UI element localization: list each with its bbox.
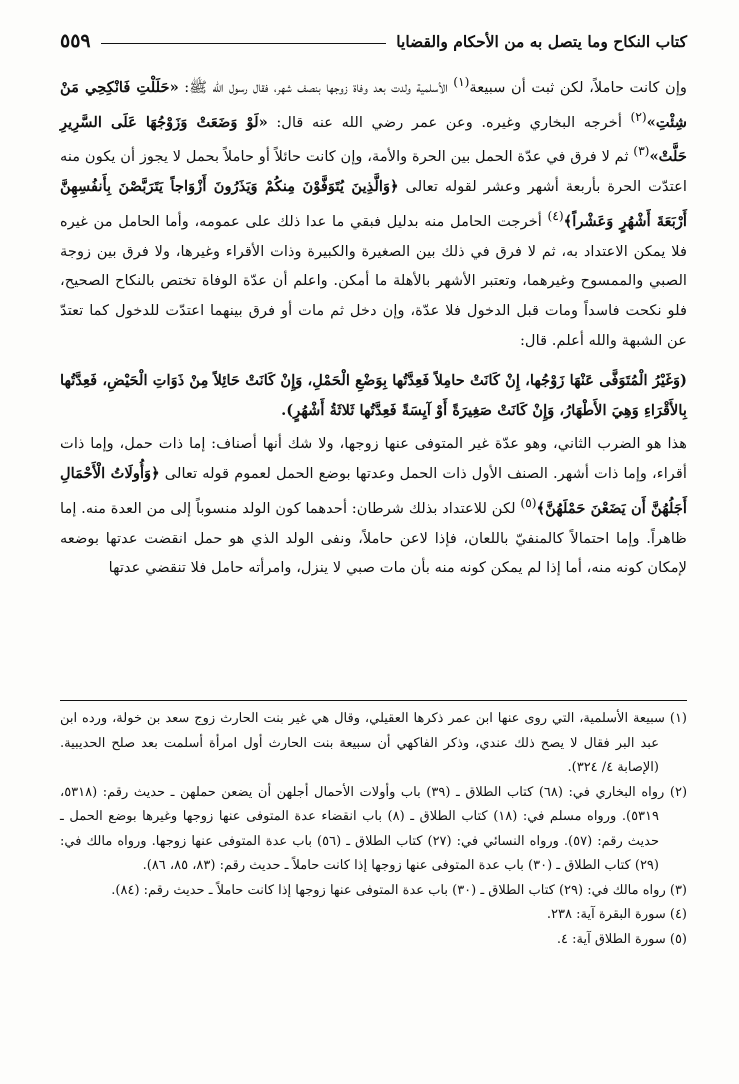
- text-run: أخرجت الحامل منه بدليل فبقي ما عدا ذلك على عمومه، وأما الحامل من غيره فلا يمكن الاعتداد به، ثم لا فرق في ذلك بين الصغيرة والكبيرة وذات الأقراء وغيرها، ولا فرق بين زوجة الصبي والممسوح وغيرهما، وتعتبر الأشهر بالأهلة ما أمكن. واعلم أن عدّة الوفاة تختص بالنكاح الصحيح، فلو نكحت فاسداً ومات قبل الدخول فلا عدّة، وإن دخل ثم مات أو فرق بينهما اعتدّت للدخول كما تعتدّ عن الشبهة والله أعلم. قال:: [60, 212, 687, 349]
- footnote-3: (٣) رواه مالك في: (٢٩) كتاب الطلاق ـ (٣٠) باب عدة المتوفى عنها زوجها إذا كانت حاملاً ـ حديث رقم: (٨٤).: [111, 882, 687, 898]
- header-rule: [101, 43, 387, 44]
- paragraph-2: [60, 429, 687, 583]
- text-run: لكن للاعتداد بذلك شرطان: أحدهما كون الولد منسوباً إلى من العدة منه. إما ظاهراً. وإما احتمالاً كالمنفيّ باللعان، فإذا لاعن حاملاً، ونفى الولد الذي هو حمل انقضت عدتها بوضعه لإمكان كونه منه، أما إذا لم يمكن كونه منه بأن مات صبي لا ينزل، وامرأته حامل فلا تنقضي عدتها: [60, 499, 687, 577]
- main-text: [60, 68, 687, 583]
- athar-quote: «لَوْ وَضَعَتْ وَزَوْجُهَا عَلَى السَّرِيرِ حَلَّتْ»: [60, 113, 687, 166]
- footnotes: [60, 700, 687, 952]
- footnote-2: (٢) رواه البخاري في: (٦٨) كتاب الطلاق ـ (٣٩) باب وأولات الأحمال أجلهن أن يضعن حملهن ـ حديث رقم: (٥٣١٨، ٥٣١٩). ورواه مسلم في: (١٨) كتاب الطلاق ـ (٨) باب انقضاء عدة المتوفى عنها زوجها وغيرها بوضع الحمل ـ حديث رقم: (٥٧). ورواه النسائي في: (٢٧) كتاب الطلاق ـ (٥٦) باب عدة المتوفى عنها زوجها. ورواه مالك في: (٢٩) كتاب الطلاق ـ (٣٠) باب عدة المتوفى عنها زوجها إذا كانت حاملاً ـ حديث رقم: (٨٣، ٨٥، ٨٦).: [60, 784, 688, 873]
- page-number: ٥٥٩: [60, 30, 91, 52]
- text-run: ثم لا فرق في عدّة الحمل بين الحرة والأمة، وإن كانت حائلاً أو حاملاً بحمل لا يجوز أن يكون منه اعتدّت الحرة بأربعة أشهر وعشر لقوله تعالى: [60, 148, 687, 196]
- running-title: كتاب النكاح وما يتصل به من الأحكام والقضايا: [396, 31, 687, 51]
- hadith-quote: «حَلَلْتِ فَانْكِحِي مَنْ شِئْتِ»: [60, 78, 687, 131]
- running-header: [60, 26, 687, 56]
- text-run: الأسلمية ولدت بعد وفاة زوجها بنصف شهر، فقال رسول الله ﷺ:: [178, 78, 454, 96]
- footnote-ref-3: (٣): [633, 144, 650, 159]
- footnote-ref-1: (١): [453, 75, 470, 89]
- text-run: أخرجه البخاري وغيره. وعن عمر رضي الله عنه قال:: [267, 113, 631, 131]
- footnote-4: (٤) سورة البقرة آية: ٢٣٨.: [546, 907, 687, 922]
- quran-verse: ﴿وَأُولَاتُ الْأَحْمَالِ أَجَلُهُنَّ أَن يَضَعْنَ حَمْلَهُنَّ﴾: [60, 465, 688, 517]
- footnote-ref-5: (٥): [520, 495, 537, 510]
- paragraph-1: [60, 68, 687, 356]
- footnote-5: (٥) سورة الطلاق آية: ٤.: [556, 931, 687, 947]
- footnote-1: (١) سبيعة الأسلمية، التي روى عنها ابن عمر ذكرها العقيلي، وقال هي غير بنت الحارث زوج سعد بن خولة، ورده ابن عبد البر فقال لا يصح ذلك عندي، وذكر الفاكهي أن سبيعة بنت الحارث أول امرأة أسلمت بعد صلح الحديبية. (الإصابة ٤/ ٣٢٤).: [60, 711, 687, 775]
- text-run: وإن كانت حاملاً، لكن ثبت أن سبيعة: [469, 78, 687, 96]
- footnote-ref-2: (٢): [630, 109, 647, 124]
- quran-verse: ﴿وَالَّذِينَ يُتَوَفَّوْنَ مِنكُمْ وَيَذَرُونَ أَزْوَاجاً يَتَرَبَّصْنَ بِأَنفُسِهِنَّ أَرْبَعَةَ أَشْهُرٍ وَعَشْراً﴾: [60, 178, 687, 230]
- matn-text: (وَغَيْرُ الْمُتَوَفَّى عَنْهَا زَوْجُها، إِنْ كَانَتْ حامِلاً فَعِدَّتُها بِوَضْعِ الْحَمْلِ، وَإِنْ كَانَتْ حَائِلاً مِنْ ذَوَاتِ الْحَيْضِ، فَعِدَّتُها بِالأَقْرَاءِ وَهِيَ الأَطْهَارُ، وَإِنْ كَانَتْ صَغِيرَةً أَوْ آيِسَةً فَعِدَّتُها ثَلاثَةُ أَشْهُرٍ).: [60, 371, 687, 419]
- footnote-ref-4: (٤): [547, 208, 564, 223]
- text-run: هذا هو الضرب الثاني، وهو عدّة غير المتوفى عنها زوجها، ولا شك أنها أصناف: إما ذات حمل، وإما ذات أقراء، وإما ذات أشهر. الصنف الأول ذات الحمل وعدتها بوضع الحمل لعموم قوله تعالى: [60, 435, 687, 483]
